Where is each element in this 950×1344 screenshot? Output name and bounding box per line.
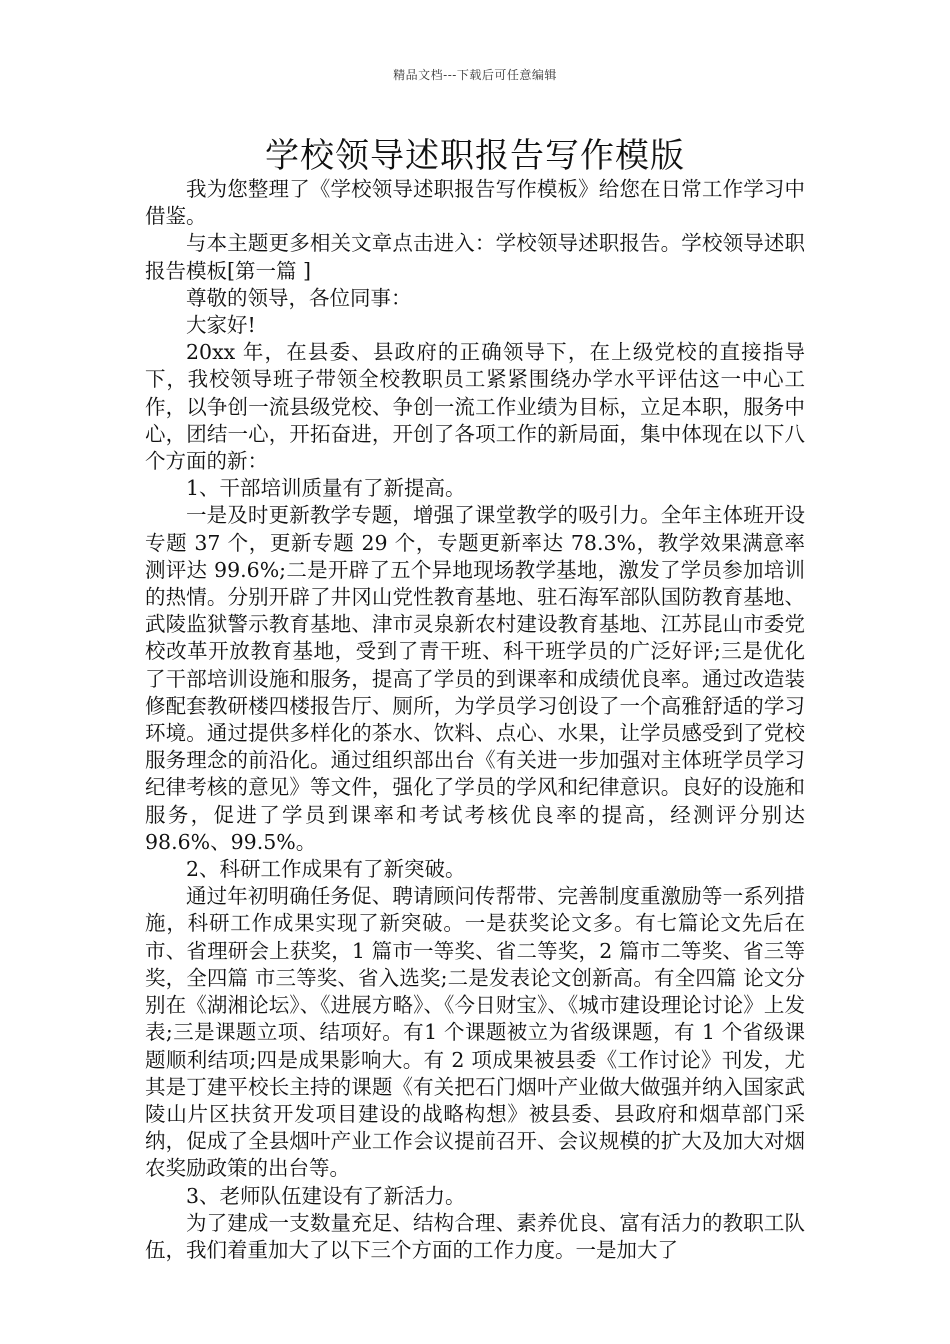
document-title: 学校领导述职报告写作模版	[265, 136, 685, 176]
paragraph-overview: 20xx 年，在县委、县政府的正确领导下，在上级党校的直接指导下，我校领导班子带领全校教职员工紧紧围绕办学水平评估这一中心工作，以争创一流县级党校、争创一流工作业绩为目标，立足本职，服务中心，团结一心，开拓奋进，开创了各项工作的新局面，集中体现在以下八个方面的新：	[145, 340, 805, 474]
document-body	[145, 176, 805, 1264]
paragraph-related-link: 与本主题更多相关文章点击进入：学校领导述职报告。学校领导述职报告模板[第一篇 ]	[145, 231, 805, 283]
section-heading-1: 1、干部培训质量有了新提高。	[186, 476, 466, 501]
paragraph-intro: 我为您整理了《学校领导述职报告写作模板》给您在日常工作学习中借鉴。	[145, 177, 805, 229]
paragraph-salutation: 尊敬的领导，各位同事：	[186, 285, 412, 310]
paragraph-section-2: 通过年初明确任务促、聘请顾问传帮带、完善制度重激励等一系列措施，科研工作成果实现了新突破。一是获奖论文多。有七篇论文先后在市、省理研会上获奖，1 篇市一等奖、省二等奖，2 篇市二等奖、省三等奖，全四篇 市三等奖、省入选奖;二是发表论文创新高。有全四篇 论文分别在《湖湘论坛》、《进展方略》、《今日财宝》、《城市建设理论讨论》上发表;三是课题立项、结项好。有1 个课题被立为省级课题，有 1 个省级课题顺利结项;四是成果影响大。有 2 项成果被县委《工作讨论》刊发，尤其是丁建平校长主持的课题《有关把石门烟叶产业做大做强并纳入国家武陵山片区扶贫开发项目建设的战略构想》被县委、县政府和烟草部门采纳，促成了全县烟叶产业工作会议提前召开、会议规模的扩大及加大对烟农奖励政策的出台等。	[145, 884, 805, 1181]
section-heading-3: 3、老师队伍建设有了新活力。	[186, 1183, 466, 1208]
paragraph-section-1: 一是及时更新教学专题，增强了课堂教学的吸引力。全年主体班开设专题 37 个，更新专题 29 个，专题更新率达 78.3%，教学效果满意率测评达 99.6%;二是开辟了五个异地现场教学基地，激发了学员参加培训的热情。分别开辟了井冈山党性教育基地、驻石海军部队国防教育基地、武陵监狱警示教育基地、津市灵泉新农村建设教育基地、江苏昆山市委党校改革开放教育基地，受到了青干班、科干班学员的广泛好评;三是优化了干部培训设施和服务，提高了学员的到课率和成绩优良率。通过改造装修配套教研楼四楼报告厅、厕所，为学员学习创设了一个高雅舒适的学习环境。通过提供多样化的茶水、饮料、点心、水果，让学员感受到了党校服务理念的前沿化。通过组织部出台《有关进一步加强对主体班学员学习纪律考核的意见》等文件，强化了学员的学风和纪律意识。良好的设施和服务，促进了学员到课率和考试考核优良率的提高，经测评分别达98.6%、99.5%。	[145, 503, 805, 854]
section-heading-2: 2、科研工作成果有了新突破。	[186, 857, 466, 882]
header-note: 精品文档---下载后可任意编辑	[393, 68, 557, 82]
paragraph-greeting: 大家好!	[186, 313, 256, 338]
paragraph-section-3: 为了建成一支数量充足、结构合理、素养优良、富有活力的教职工队伍，我们着重加大了以下三个方面的工作力度。一是加大了	[145, 1210, 805, 1262]
